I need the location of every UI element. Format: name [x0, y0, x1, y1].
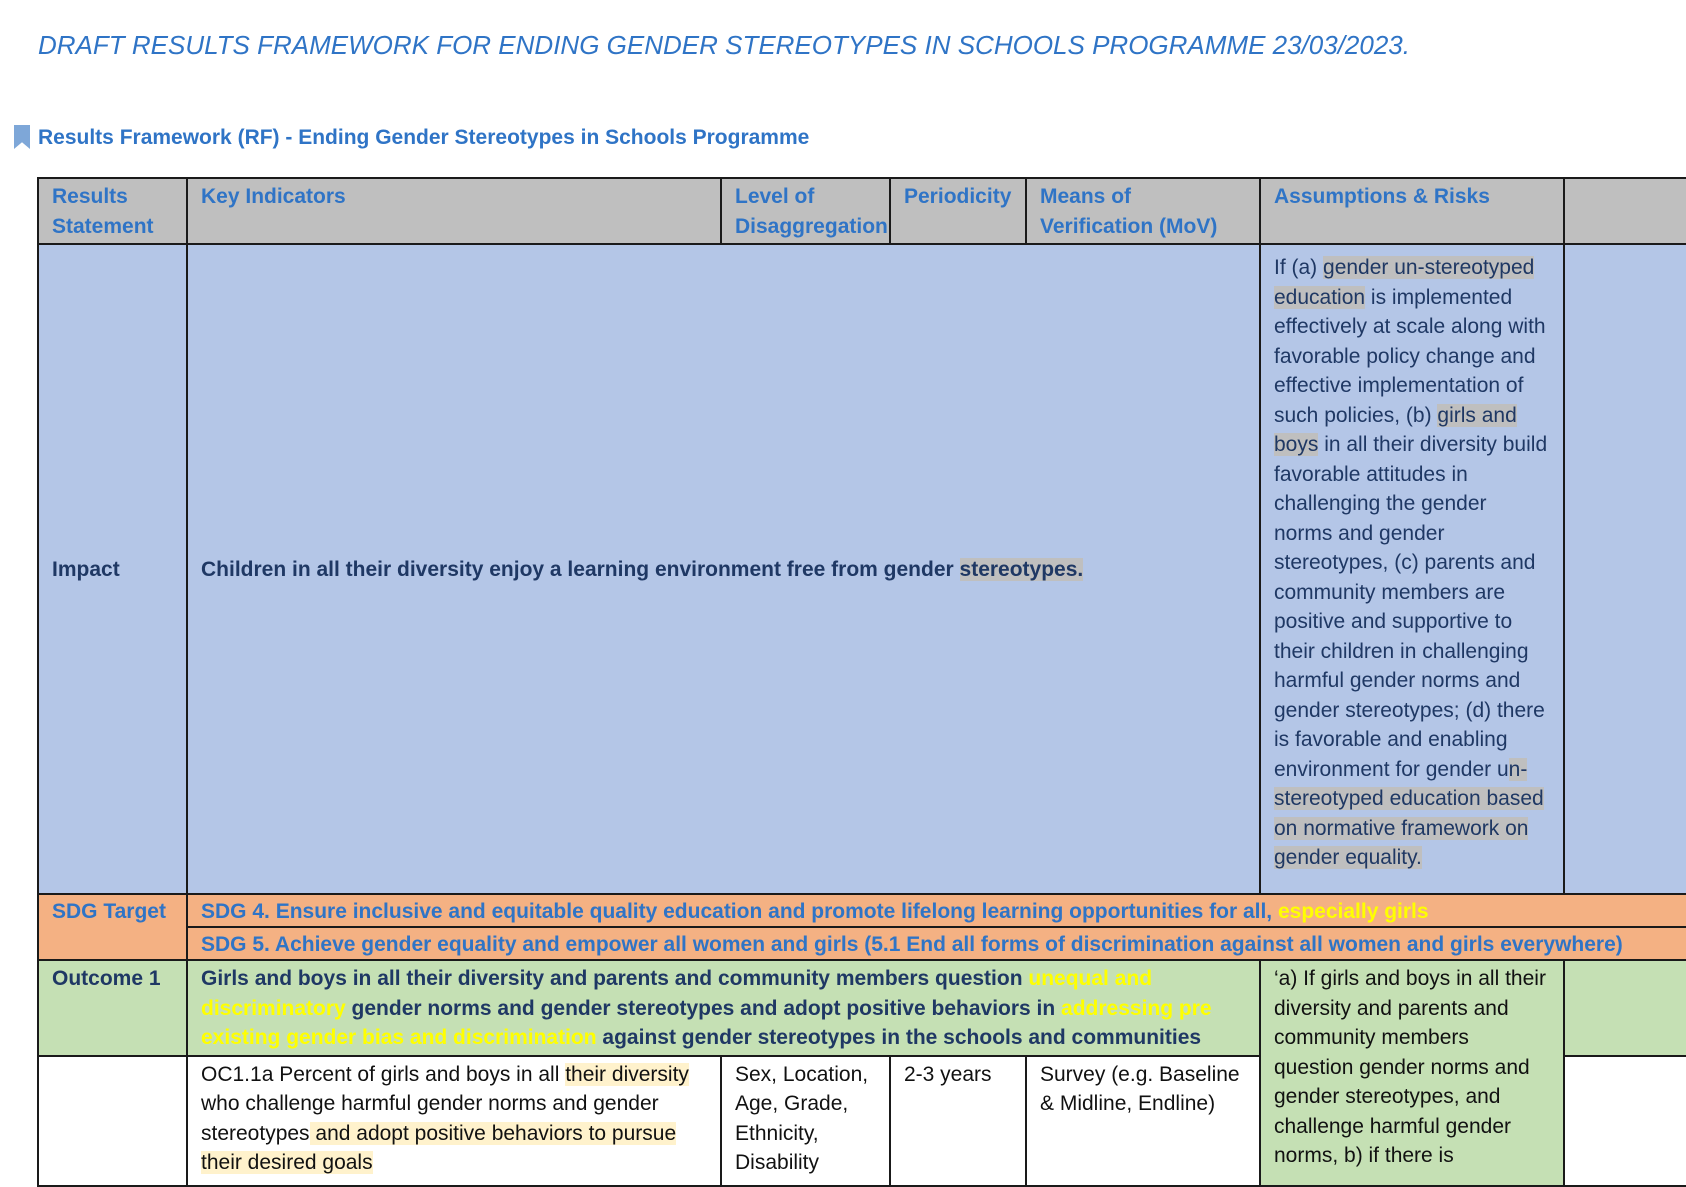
outcome1-label: Outcome 1 — [38, 960, 187, 1056]
impact-assumption-highlight: gender un-stereotyped education — [1274, 256, 1535, 309]
header-results-statement: Results Statement — [38, 178, 187, 244]
header-row — [38, 178, 1686, 244]
impact-assumption-text: If (a) — [1274, 256, 1324, 279]
sdg4-statement: SDG 4. Ensure inclusive and equitable quality education and promote lifelong learning opportunities for all, — [201, 900, 1278, 923]
outcome1-text: gender norms and gender stereotypes and adopt positive behaviors in — [345, 996, 1062, 1020]
indicator-text: OC1.1a Percent of girls and boys in all — [201, 1062, 566, 1086]
header-extra-column — [1564, 178, 1686, 244]
impact-label: Impact — [38, 244, 187, 894]
sdg5-row — [38, 927, 1686, 960]
indicator-text: who challenge harmful gender norms and gender stereotypes — [201, 1092, 659, 1145]
impact-statement — [187, 244, 1260, 894]
outcome1-assumptions: ‘a) If girls and boys in all their diversity and parents and community members question gender norms and gender stereotypes, and challenge harmful gender norms, b) if there is — [1260, 960, 1564, 1186]
outcome1-highlight: addressing pre existing gender bias and discrimination — [201, 996, 1212, 1049]
sdg4-row — [38, 894, 1686, 927]
impact-assumptions — [1260, 244, 1564, 894]
disaggregation-oc11a: Sex, Location, Age, Grade, Ethnicity, Disability — [721, 1056, 890, 1186]
impact-extra-cell — [1564, 244, 1686, 894]
outcome1-extra-cell — [1564, 960, 1686, 1056]
sdg4-text — [187, 894, 1686, 927]
sdg5-text: SDG 5. Achieve gender equality and empower all women and girls (5.1 End all forms of discrimination against all women and girls everywhere) — [187, 927, 1686, 960]
document-title: DRAFT RESULTS FRAMEWORK FOR ENDING GENDER STEREOTYPES IN SCHOOLS PROGRAMME 23/03/2023. — [38, 30, 1410, 60]
outcome1-highlight: unequal and discriminatory — [201, 967, 1153, 1020]
impact-assumption-highlight: girls and boys — [1274, 403, 1517, 456]
impact-assumption-text: in all their diversity build favorable attitudes in challenging the gender norms and gender stereotypes, (c) parents and community members are positive and supportive to their children in challenging harmful gender norms and gender stereotypes; (d) there is favorable and enabling environment for gender u — [1274, 433, 1548, 781]
outcome1-row — [38, 960, 1686, 1056]
mov-oc11a: Survey (e.g. Baseline & Midline, Endline) — [1026, 1056, 1260, 1186]
results-framework-table — [37, 177, 1686, 1187]
sdg4-highlight: especially girls — [1277, 900, 1429, 923]
outcome1-text: Girls and boys in all their diversity and parents and community members question — [201, 967, 1029, 990]
indicator-extra-cell — [1564, 1056, 1686, 1186]
section-heading: Results Framework (RF) - Ending Gender Stereotypes in Schools Programme — [38, 126, 810, 149]
impact-statement-highlight: stereotypes. — [959, 557, 1084, 581]
header-level-of-disaggregation: Level of Disaggregation — [721, 178, 890, 244]
indicator-oc11a — [187, 1056, 721, 1186]
header-key-indicators: Key Indicators — [187, 178, 721, 244]
bookmark-icon[interactable] — [14, 125, 30, 149]
header-means-of-verification: Means of Verification (MoV) — [1026, 178, 1260, 244]
header-assumptions-risks: Assumptions & Risks — [1260, 178, 1564, 244]
outcome1-statement — [187, 960, 1260, 1056]
impact-assumption-highlight: n-stereotyped education based on normative framework on gender equality. — [1274, 757, 1544, 869]
impact-statement-part: Children in all their diversity enjoy a learning environment free from gender — [201, 557, 960, 581]
sdg-target-label: SDG Target — [38, 894, 187, 960]
impact-row — [38, 244, 1686, 894]
header-periodicity: Periodicity — [890, 178, 1026, 244]
indicator-empty-cell — [38, 1056, 187, 1186]
indicator-highlight: their diversity — [565, 1062, 689, 1086]
impact-assumption-text: is implemented effectively at scale along with favorable policy change and effective implementation of such policies, (b) — [1274, 285, 1546, 427]
outcome1-text: against gender stereotypes in the schools and communities — [596, 1026, 1202, 1049]
indicator-highlight: and adopt positive behaviors to pursue their desired goals — [201, 1121, 677, 1174]
periodicity-oc11a: 2-3 years — [890, 1056, 1026, 1186]
